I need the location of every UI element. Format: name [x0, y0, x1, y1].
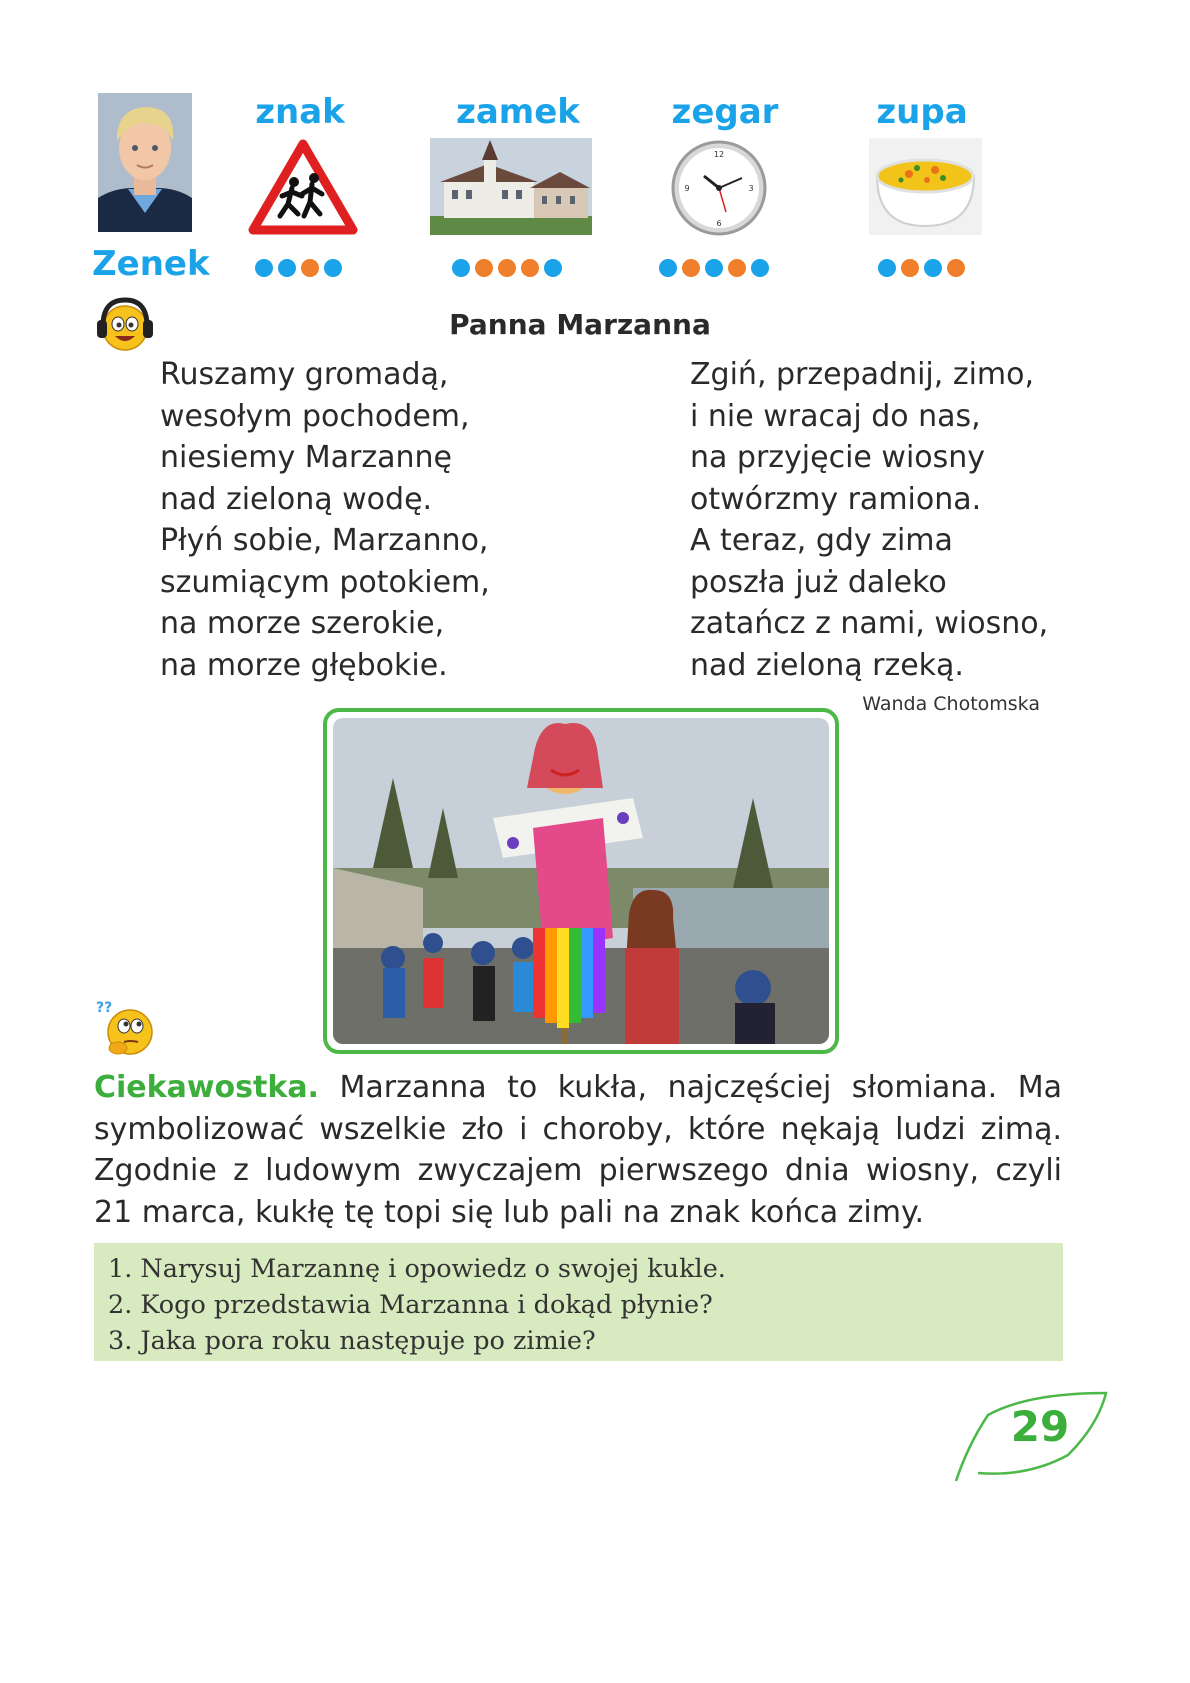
marzanna-photo	[323, 708, 839, 1054]
dot	[901, 259, 919, 277]
page-number: 29	[1010, 1402, 1070, 1451]
svg-text:9: 9	[684, 184, 690, 193]
fact-paragraph	[94, 1067, 1062, 1233]
svg-text:6: 6	[716, 219, 722, 228]
dot	[544, 259, 562, 277]
word-label: znak	[255, 92, 345, 132]
poem-line: na morze szerokie,	[160, 606, 445, 641]
poem-line: zatańcz z nami, wiosno,	[690, 606, 1049, 641]
poem-left-column	[160, 354, 580, 686]
boy-photo	[98, 93, 192, 232]
word-label: zamek	[456, 92, 580, 132]
poem-line: Ruszamy gromadą,	[160, 357, 449, 392]
poem-line: nad zieloną wodę.	[160, 481, 433, 517]
poem-line: Płyń sobie, Marzanno,	[160, 523, 489, 558]
dot	[682, 259, 700, 277]
svg-text:12: 12	[713, 150, 725, 159]
svg-text:??: ??	[96, 1000, 113, 1016]
task-item: 2. Kogo przedstawia Marzanna i dokąd płynie?	[108, 1290, 713, 1320]
syllable-dots	[452, 259, 562, 277]
task-item: 3. Jaka pora roku następuje po zimie?	[108, 1326, 596, 1356]
word-label: zegar	[671, 92, 779, 132]
dot	[278, 259, 296, 277]
poem-line: na morze głębokie.	[160, 647, 448, 683]
word-label: zupa	[876, 92, 968, 132]
dot	[705, 259, 723, 277]
dot	[878, 259, 896, 277]
dot	[659, 259, 677, 277]
road-sign-image	[248, 138, 358, 236]
poem-line: poszła już daleko	[690, 564, 947, 600]
fact-text: Marzanna to kukła, najczęściej słomiana. Ma symbolizować wszelkie zło i choroby, które nękają ludzi zimą. Zgodnie z ludowym zwyczajem pierwszego dnia wiosny, czyli 21 marca, kukłę tę topi się lub pali na znak końca zimy.	[94, 1070, 1062, 1230]
dot	[947, 259, 965, 277]
poem-line: Zgiń, przepadnij, zimo,	[690, 357, 1035, 392]
task-item: 1. Narysuj Marzannę i opowiedz o swojej kukle.	[108, 1254, 726, 1284]
dot	[452, 259, 470, 277]
svg-text:3: 3	[748, 184, 754, 193]
poem-author: Wanda Chotomska	[862, 693, 1040, 715]
fact-label: Ciekawostka.	[94, 1070, 319, 1105]
dot	[498, 259, 516, 277]
clock-image	[668, 138, 770, 238]
syllable-dots	[659, 259, 769, 277]
poem-line: otwórzmy ramiona.	[690, 481, 982, 517]
castle-image	[430, 138, 592, 235]
poem-line: i nie wracaj do nas,	[690, 398, 981, 434]
headphones-smiley-icon	[95, 296, 155, 354]
dot	[324, 259, 342, 277]
thinking-smiley-icon	[94, 996, 158, 1058]
syllable-dots	[878, 259, 965, 277]
dot	[924, 259, 942, 277]
tasks-box	[94, 1243, 1063, 1361]
poem-right-column	[690, 354, 1090, 686]
poem-line: wesołym pochodem,	[160, 398, 470, 434]
poem-line: A teraz, gdy zima	[690, 523, 953, 558]
dot	[301, 259, 319, 277]
dot	[255, 259, 273, 277]
name-label: Zenek	[92, 244, 210, 284]
dot	[521, 259, 539, 277]
poem-line: na przyjęcie wiosny	[690, 440, 986, 475]
dot	[475, 259, 493, 277]
poem-line: nad zieloną rzeką.	[690, 647, 964, 683]
dot	[751, 259, 769, 277]
syllable-dots	[255, 259, 342, 277]
poem-title: Panna Marzanna	[449, 308, 711, 341]
poem-line: niesiemy Marzannę	[160, 440, 452, 475]
soup-image	[869, 138, 982, 235]
dot	[728, 259, 746, 277]
poem-line: szumiącym potokiem,	[160, 564, 490, 600]
